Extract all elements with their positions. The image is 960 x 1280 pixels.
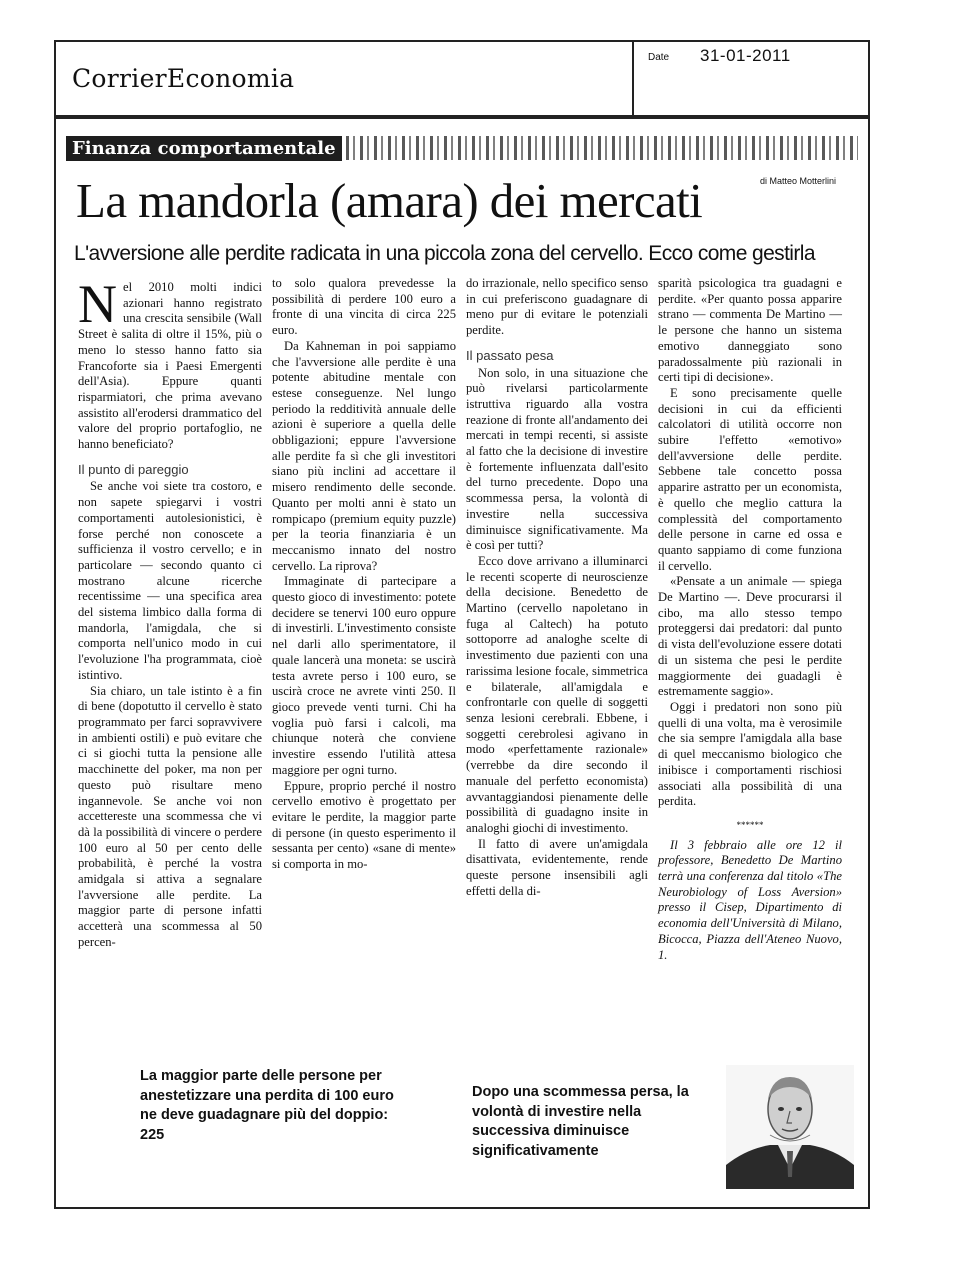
date-value: 31-01-2011 [700, 46, 791, 65]
article-column-1 [78, 274, 262, 951]
separator-stars: ****** [736, 819, 764, 830]
paragraph: do irrazionale, nello specifico senso in cui preferiscono guadagnare di meno pur di evitare le potenziali perdite. [466, 276, 648, 338]
paragraph: el 2010 molti indici azionari hanno registrato una crescita sensibile (Wall Street è salita di oltre il 15%, più o meno lo stesso hanno fatto sia Francoforte sia i Paesi Emergenti dell'Asia). Eppure quanti risparmiatori, che prima avevano assistito all'erodersi drammatico del valore del proprio portafoglio, ne hanno beneficiato? [78, 280, 262, 452]
paragraph: Eppure, proprio perché il nostro cervello emotivo è progettato per evitare le perdite, la maggior parte di persone (in questo esperimento il sessanta per cento) «sane di mente» si comporta in mo- [272, 778, 456, 872]
headline: La mandorla (amara) dei mercati [76, 173, 703, 228]
paragraph: Ecco dove arrivano a illuminarci le recenti scoperte di neuroscienze della decisione. Benedetto de Martino (cervello napoletano in fuga al Caltech) ha potuto sottoporre ad analoghe scelte di investimento due pazienti con una rarissima lesione focale, simmetrica e bilaterale, all'amigdala e confrontarle con quelle di soggetti senza lesioni cerebrali. Ebbene, i soggetti cerebrolesi agivano in modo «perfettamente razionale» (verrebbe da dire secondo il manuale del perfetto economista) avvantaggiandosi pienamente delle possibilità di guadagno insite in analoghi giochi di investimento. [466, 553, 648, 835]
paragraph: Non solo, in una situazione che può rivelarsi particolarmente istruttiva riguardo alla vostra reazione di fronte all'andamento dei mercati in tempi recenti, si assiste al fatto che la decisione di investire è fortemente influenzata dall'esito del turno precedente. Dopo una scommessa persa, la volontà di investire nella successiva diminuisce significativamente. Ma è così per tutti? [466, 365, 648, 553]
paragraph: sparità psicologica tra guadagni e perdite. «Per quanto possa apparire strano — commenta De Martino — le persone che hanno un sistema emotivo danneggiato sono paradossalmente più razionali in certi tipi di decisione». [658, 276, 842, 385]
paragraph: Immaginate di partecipare a questo gioco di investimento: potete decidere se tenervi 100 euro oppure di investirli. L'investimento consiste nel darli allo sperimentatore, il quale lancerà una moneta: se uscirà testa avrete perso i 100 euro, se uscirà croce ne avrete vinti 250. Il gioco prevede venti turni. Chi ha voglia può farsi i calcoli, ma chiunque noterà che conviene investire essendo l'utilità attesa maggiore per ogni turno. [272, 574, 456, 777]
portrait-icon [726, 1065, 854, 1189]
masthead-logo: CorrierEconomia [72, 64, 295, 93]
paragraph: to solo qualora prevedesse la possibilità di perdere 100 euro a fronte di una vincita di circa 225 euro. [272, 276, 456, 338]
section-heading: Il punto di pareggio [78, 461, 189, 477]
drop-cap: N [78, 274, 117, 334]
paragraph: Se anche voi siete tra costoro, e non sapete spiegarvi i vostri comportamenti autolesionistici, è forse perché non conoscete a sufficienza il vostro cervello; e in particolare — secondo quanto ci mostrano alcune ricerche recentissime — una specifica area del sistema limbico dalla forma di mandorla, l'amigdala, che si comporta nell'unico modo in cui l'evoluzione l'ha programmata, cioè istintivo. [78, 479, 262, 682]
event-note: Il 3 febbraio alle ore 12 il professore, Benedetto De Martino terrà una conferenza dal titolo «The Neurobiology of Loss Aversion» presso il Cisep, Dipartimento di economia dell'Università di Milano, Bicocca, Piazza dell'Ateneo Nuovo, 1. [658, 837, 842, 962]
pull-quote-left: La maggior parte delle persone per anestetizzare una perdita di 100 euro ne deve guadagnare più del doppio: 225 [140, 1068, 394, 1143]
paragraph: E sono precisamente quelle decisioni in cui da efficienti calcolatori di utilità occorre non subire l'effetto «emotivo» dell'avversione delle perdite. Sebbene tale concetto possa apparire astratto per un economista, è quello che meglio cattura la complessità del comportamento delle persone in carne ed ossa e quanto sappiamo di come funziona il cervello. [658, 385, 842, 573]
subheadline: L'avversione alle perdite radicata in una piccola zona del cervello. Ecco come gestirla [74, 242, 815, 265]
article-column-2 [272, 276, 456, 873]
paragraph: Da Kahneman in poi sappiamo che l'avversione alle perdite è una potente abitudine mentale con estese conseguenze. Nel lungo periodo la redditività annuale delle azioni è superiore a quella delle obbligazioni; eppure l'avversione alle perdite fa sì che gli investitori siano più inclini ad accettare il misero rendimento delle seconde. Quanto per molti anni è stato un rompicapo (premium equity puzzle) per la teoria finanziaria è un meccanismo innato del nostro cervello. La riprova? [272, 338, 456, 573]
date-label: Date [648, 52, 670, 63]
article-column-3 [466, 276, 648, 899]
portrait-photo [726, 1065, 854, 1189]
paragraph: Il fatto di avere un'amigdala disattivata, evidentemente, rende queste persone insensibili agli effetti della di- [466, 836, 648, 898]
article-column-4 [658, 276, 842, 963]
byline: di Matteo Motterlini [760, 176, 837, 186]
section-heading: Il passato pesa [466, 347, 554, 363]
paragraph: «Pensate a un animale — spiega De Martino —. Deve procurarsi il cibo, ma allo stesso tempo proteggersi dai predatori: dal punto di vista dell'evoluzione essere dotati di un sistema che pesi le perdite maggiormente dei guadagli è estremamente saggio». [658, 574, 842, 699]
section-kicker: Finanza comportamentale [66, 136, 342, 161]
paragraph: Sia chiaro, un tale istinto è a fin di bene (dopotutto il cervello è stato programmato per farci sopravvivere in ambienti ostili) e può evitare che ci si giochi tutta la pensione alle macchinette del poker, ma non per questo può risultare meno ingannevole. Se anche voi non accettereste una scommessa che vi dà la possibilità di vincere o perdere 100 euro al 50 per cento delle probabilità, è perché la vostra amidgala si attiva a segnalare l'avversione alle perdite. La maggior parte di persone infatti accetterà una scommessa al 50 percen- [78, 683, 262, 949]
kicker-band [332, 136, 858, 160]
paragraph: Oggi i predatori non sono più quelli di una volta, ma è verosimile che sia sempre l'amigdala alla base di quel meccanismo biologico che inibisce i comportamenti rischiosi associati alla possibilità di una perdita. [658, 699, 842, 809]
pull-quote-right: Dopo una scommessa persa, la volontà di investire nella successiva diminuisce significativamente [472, 1084, 689, 1159]
